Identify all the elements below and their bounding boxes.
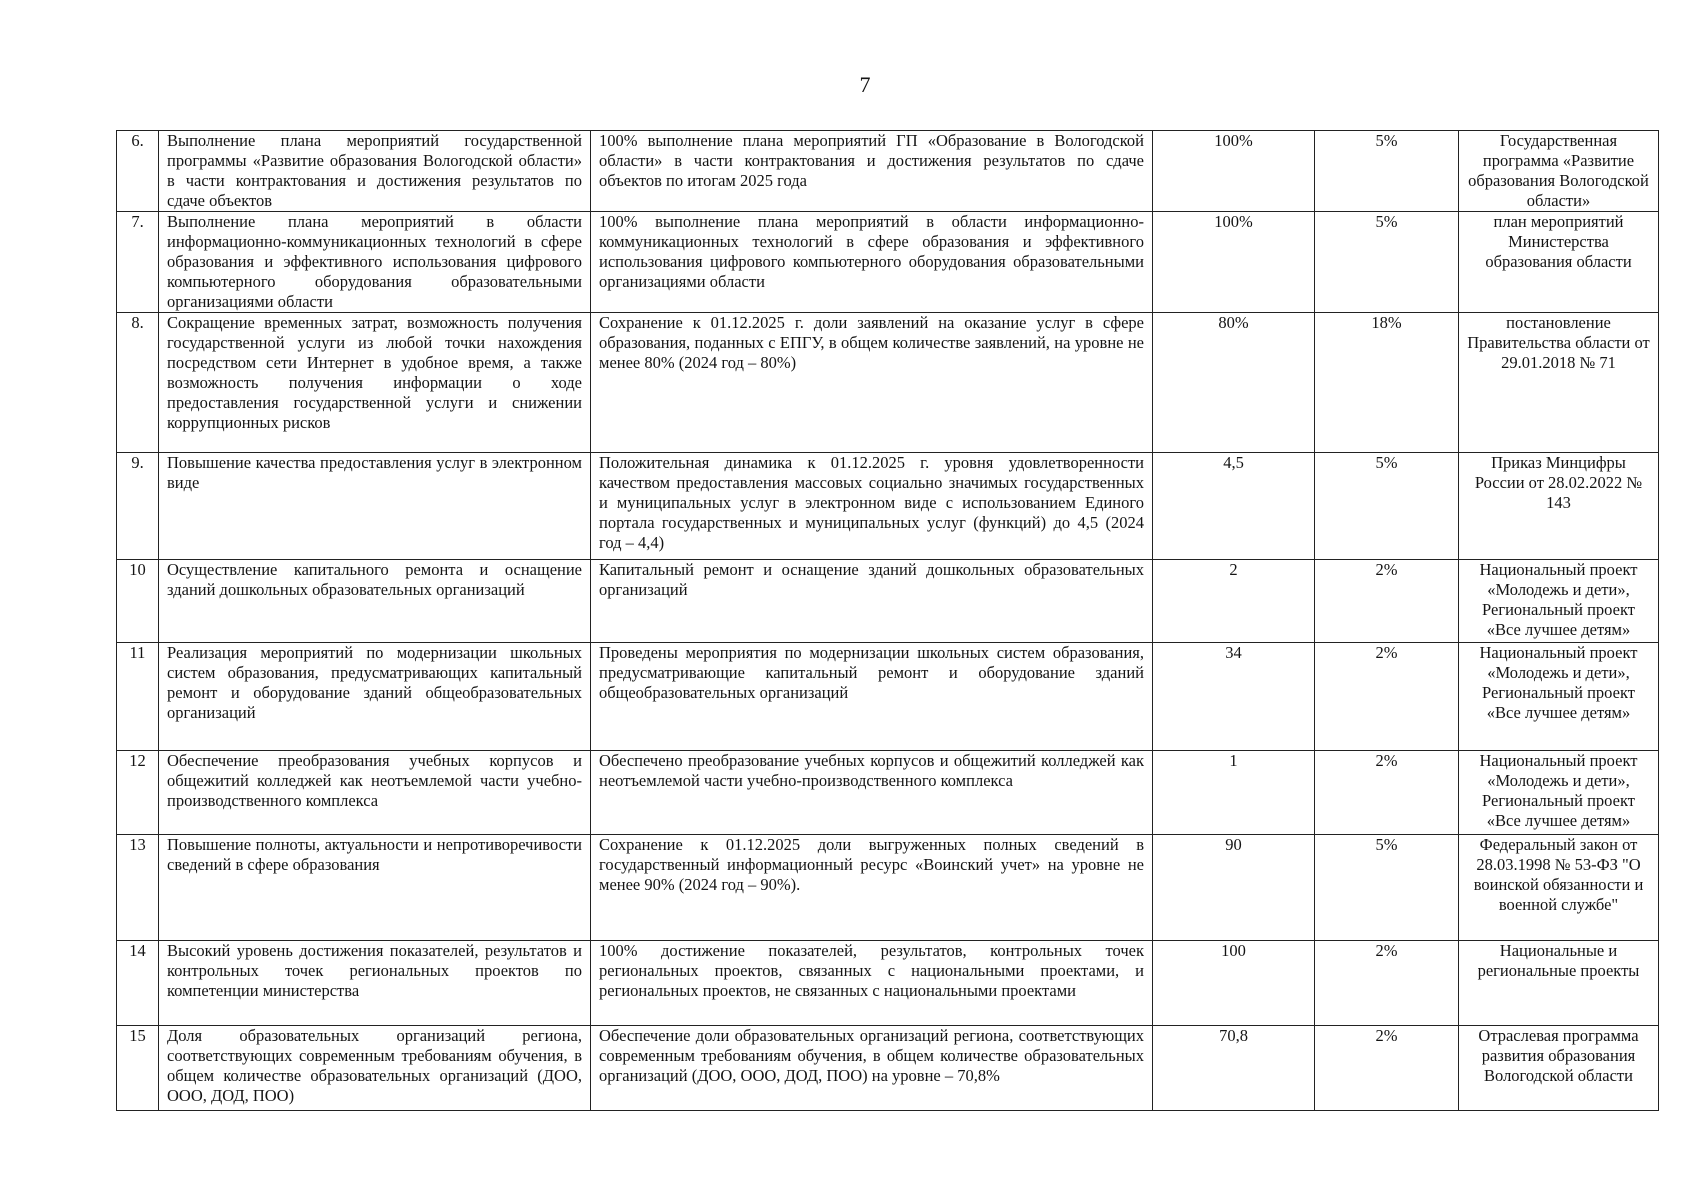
basis-cell: Национальные и региональные проекты — [1459, 941, 1659, 1026]
row-number: 7. — [117, 212, 159, 313]
target-value-cell: Обеспечено преобразование учебных корпусов и общежитий колледжей как неотъемлемой части учебно-производственного комплекса — [591, 751, 1153, 835]
value-cell: 80% — [1153, 313, 1315, 453]
indicators-table — [116, 130, 1659, 1111]
weight-cell: 2% — [1315, 643, 1459, 751]
basis-cell: Федеральный закон от 28.03.1998 № 53-ФЗ "О воинской обязанности и военной службе" — [1459, 835, 1659, 941]
table-row — [117, 835, 1659, 941]
weight-cell: 5% — [1315, 453, 1459, 560]
basis-cell: план мероприятий Министерства образования области — [1459, 212, 1659, 313]
target-value-cell: Сохранение к 01.12.2025 доли выгруженных полных сведений в государственный информационный ресурс «Воинский учет» на уровне не менее 90% (2024 год – 90%). — [591, 835, 1153, 941]
indicator-cell: Обеспечение преобразования учебных корпусов и общежитий колледжей как неотъемлемой части учебно-производственного комплекса — [159, 751, 591, 835]
table-row — [117, 212, 1659, 313]
page-number: 7 — [859, 72, 871, 97]
row-number: 14 — [117, 941, 159, 1026]
value-cell: 2 — [1153, 560, 1315, 643]
table-row — [117, 313, 1659, 453]
basis-cell: Национальный проект «Молодежь и дети», Региональный проект «Все лучшее детям» — [1459, 751, 1659, 835]
value-cell: 100% — [1153, 131, 1315, 212]
indicator-cell: Повышение качества предоставления услуг в электронном виде — [159, 453, 591, 560]
basis-cell: Приказ Минцифры России от 28.02.2022 № 143 — [1459, 453, 1659, 560]
target-value-cell: Сохранение к 01.12.2025 г. доли заявлений на оказание услуг в сфере образования, поданных с ЕПГУ, в общем количестве заявлений, на уровне не менее 80% (2024 год – 80%) — [591, 313, 1153, 453]
row-number: 12 — [117, 751, 159, 835]
row-number: 13 — [117, 835, 159, 941]
indicator-cell: Высокий уровень достижения показателей, результатов и контрольных точек региональных проектов по компетенции министерства — [159, 941, 591, 1026]
value-cell: 1 — [1153, 751, 1315, 835]
target-value-cell: Обеспечение доли образовательных организаций региона, соответствующих современным требованиям обучения, в общем количестве образовательных организаций (ДОО, ООО, ДОД, ПОО) на уровне – 70,8% — [591, 1026, 1153, 1111]
basis-cell: Национальный проект «Молодежь и дети», Региональный проект «Все лучшее детям» — [1459, 643, 1659, 751]
weight-cell: 2% — [1315, 1026, 1459, 1111]
target-value-cell: 100% выполнение плана мероприятий ГП «Образование в Вологодской области» в части контрактования и достижения результатов по сдаче объектов по итогам 2025 года — [591, 131, 1153, 212]
weight-cell: 5% — [1315, 131, 1459, 212]
basis-cell: Национальный проект «Молодежь и дети», Региональный проект «Все лучшее детям» — [1459, 560, 1659, 643]
table-row — [117, 1026, 1659, 1111]
indicator-cell: Сокращение временных затрат, возможность получения государственной услуги из любой точки нахождения посредством сети Интернет в удобное время, а также возможность получения информации о ходе предоставления государственной услуги и снижении коррупционных рисков — [159, 313, 591, 453]
basis-cell: Государственная программа «Развитие образования Вологодской области» — [1459, 131, 1659, 212]
indicator-cell: Осуществление капитального ремонта и оснащение зданий дошкольных образовательных организаций — [159, 560, 591, 643]
target-value-cell: Положительная динамика к 01.12.2025 г. уровня удовлетворенности качеством предоставления массовых социально значимых государственных и муниципальных услуг в электронном виде с использованием Единого портала государственных и муниципальных услуг (функций) до 4,5 (2024 год – 4,4) — [591, 453, 1153, 560]
weight-cell: 5% — [1315, 835, 1459, 941]
table-row — [117, 643, 1659, 751]
value-cell: 70,8 — [1153, 1026, 1315, 1111]
indicator-cell: Выполнение плана мероприятий в области информационно-коммуникационных технологий в сфере образования и эффективного использования цифрового компьютерного оборудования образовательными организациями области — [159, 212, 591, 313]
table-row — [117, 941, 1659, 1026]
row-number: 10 — [117, 560, 159, 643]
value-cell: 4,5 — [1153, 453, 1315, 560]
value-cell: 100 — [1153, 941, 1315, 1026]
weight-cell: 18% — [1315, 313, 1459, 453]
indicator-cell: Выполнение плана мероприятий государственной программы «Развитие образования Вологодской области» в части контрактования и достижения результатов по сдаче объектов — [159, 131, 591, 212]
target-value-cell: 100% достижение показателей, результатов, контрольных точек региональных проектов, связанных с национальными проектами, и региональных проектов, не связанных с национальными проектами — [591, 941, 1153, 1026]
weight-cell: 5% — [1315, 212, 1459, 313]
weight-cell: 2% — [1315, 941, 1459, 1026]
value-cell: 90 — [1153, 835, 1315, 941]
indicator-cell: Доля образовательных организаций региона, соответствующих современным требованиям обучения, в общем количестве образовательных организаций (ДОО, ООО, ДОД, ПОО) — [159, 1026, 591, 1111]
row-number: 6. — [117, 131, 159, 212]
row-number: 15 — [117, 1026, 159, 1111]
table-row — [117, 453, 1659, 560]
value-cell: 100% — [1153, 212, 1315, 313]
indicator-cell: Реализация мероприятий по модернизации школьных систем образования, предусматривающих капитальный ремонт и оборудование зданий общеобразовательных организаций — [159, 643, 591, 751]
weight-cell: 2% — [1315, 560, 1459, 643]
basis-cell: постановление Правительства области от 29.01.2018 № 71 — [1459, 313, 1659, 453]
row-number: 11 — [117, 643, 159, 751]
table-row — [117, 751, 1659, 835]
target-value-cell: 100% выполнение плана мероприятий в области информационно-коммуникационных технологий в сфере образования и эффективного использования цифрового компьютерного оборудования образовательными организациями области — [591, 212, 1153, 313]
target-value-cell: Капитальный ремонт и оснащение зданий дошкольных образовательных организаций — [591, 560, 1153, 643]
weight-cell: 2% — [1315, 751, 1459, 835]
row-number: 9. — [117, 453, 159, 560]
target-value-cell: Проведены мероприятия по модернизации школьных систем образования, предусматривающие капитальный ремонт и оборудование зданий общеобразовательных организаций — [591, 643, 1153, 751]
basis-cell: Отраслевая программа развития образования Вологодской области — [1459, 1026, 1659, 1111]
table-row — [117, 560, 1659, 643]
row-number: 8. — [117, 313, 159, 453]
value-cell: 34 — [1153, 643, 1315, 751]
indicator-cell: Повышение полноты, актуальности и непротиворечивости сведений в сфере образования — [159, 835, 591, 941]
table-row — [117, 131, 1659, 212]
